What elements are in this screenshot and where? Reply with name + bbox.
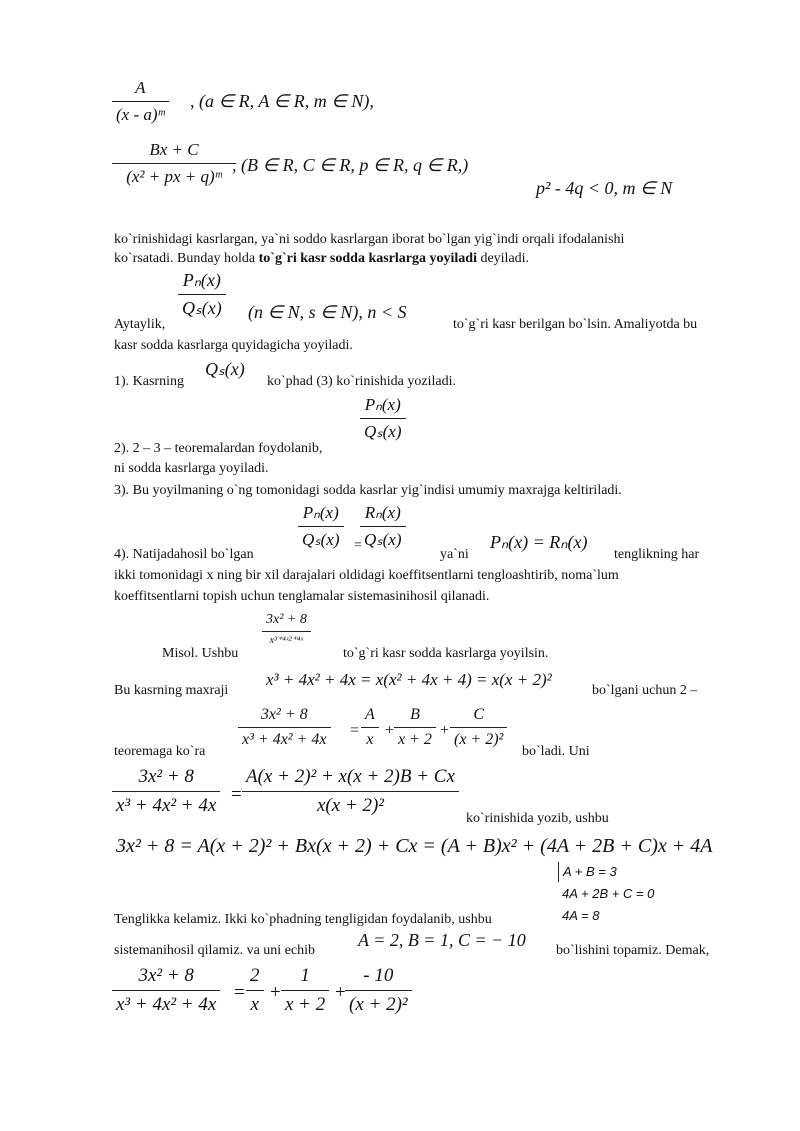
partial-C <box>450 706 507 749</box>
denominator-tail: bo`lgani uchun 2 – <box>592 683 698 698</box>
final-term-3 <box>345 965 412 1016</box>
denominator-factorization: x³ + 4x² + 4x = x(x² + 4x + 4) = x(x + 2)² <box>266 670 552 689</box>
fraction-denominator: x(x + 2)² <box>316 795 384 816</box>
fraction-denominator: x + 2 <box>285 994 326 1015</box>
fraction-numerator: 3x² + 8 <box>138 965 194 986</box>
equals-sign: = <box>234 982 245 1003</box>
theorem-label: teoremaga ko`ra <box>114 744 206 759</box>
fraction-numerator: A <box>365 706 375 723</box>
fraction-denominator: Qₛ(x) <box>364 530 402 549</box>
text-span: deyiladi. <box>476 251 530 266</box>
bold-definition: to`g`ri kasr sodda kasrlarga yoyiladi <box>258 251 477 266</box>
pn-conditions: (n ∈ N, s ∈ N), n < S <box>248 302 407 322</box>
final-term-2 <box>281 965 329 1016</box>
system-equation: A + B = 3 <box>563 864 617 879</box>
write-form-text: ko`rinishida yozib, ushbu <box>466 811 609 826</box>
system-text: sistemanihosil qilamiz. va uni echib <box>114 943 316 958</box>
fraction-numerator: Bx + C <box>149 140 199 159</box>
fraction-numerator: Pₙ(x) <box>182 270 221 290</box>
fraction-denominator: x³⁺⁴ˣ²⁺⁴ˣ <box>269 635 304 646</box>
example-fraction <box>238 706 331 749</box>
system-equation: 4A = 8 <box>562 908 600 923</box>
fraction-numerator: 3x² + 8 <box>260 706 308 723</box>
equals-sign: = <box>350 722 360 739</box>
fraction-denominator: x + 2 <box>398 731 432 748</box>
fraction-denominator: x³ + 4x² + 4x <box>116 795 217 816</box>
system-line-3 <box>562 906 599 926</box>
step-4-yani: ya`ni <box>440 547 469 562</box>
step-4-line-2: ikki tomonidagi x ning bir xil darajalari oldidagi koeffitsentlarni tengloashtirib, noma`lum <box>114 568 619 583</box>
fraction-numerator: 1 <box>300 965 310 986</box>
equals-sign: = <box>354 538 362 553</box>
plus-sign: + <box>335 982 346 1003</box>
simple-fraction-2 <box>112 140 236 187</box>
example-fraction-small <box>262 612 311 646</box>
text-span: ko`rsatadi. Bunday holda <box>114 251 259 266</box>
fraction-denominator: x³ + 4x² + 4x <box>116 994 217 1015</box>
fraction-denominator: x³ + 4x² + 4x <box>242 731 327 748</box>
fraction-numerator: B <box>410 706 420 723</box>
fraction-1-conditions: , (a ∈ R, A ∈ R, m ∈ N), <box>190 91 374 111</box>
partial-A <box>361 706 379 749</box>
fraction-denominator: Qₛ(x) <box>302 530 340 549</box>
pn-over-qs-fraction <box>178 270 226 319</box>
example-label: Misol. Ushbu <box>162 646 239 661</box>
fraction-denominator: x <box>250 994 259 1015</box>
example-fraction-large <box>112 766 220 817</box>
pn-over-qs-fraction-2 <box>360 395 406 442</box>
aytaylik-tail: to`g`ri kasr berilgan bo`lsin. Amaliyotda bu <box>453 317 698 332</box>
fraction-numerator: A <box>135 78 146 97</box>
step-2-text-2: ni sodda kasrlarga yoyiladi. <box>114 461 269 476</box>
fraction-numerator: A(x + 2)² + x(x + 2)B + Cx <box>246 766 455 787</box>
step-1-text: ko`phad (3) ko`rinishida yoziladi. <box>267 374 456 389</box>
pn-equals-rn: Pₙ(x) = Rₙ(x) <box>490 532 588 552</box>
fraction-2-conditions: , (B ∈ R, C ∈ R, p ∈ R, q ∈ R,) <box>232 155 469 175</box>
fraction-denominator: (x + 2)² <box>454 731 504 748</box>
paragraph-2-line-2: kasr sodda kasrlarga quyidagicha yoyiladi. <box>114 338 353 353</box>
simple-fraction-1 <box>112 78 169 125</box>
fraction-numerator: 2 <box>250 965 260 986</box>
fraction-denominator: (x + 2)² <box>349 994 408 1015</box>
step-2-text: 2). 2 – 3 – teoremalardan foydolanib, <box>114 441 323 456</box>
plus-sign: + <box>440 722 450 739</box>
common-denominator-fraction <box>242 766 459 817</box>
result-text: bo`lishini topamiz. Demak, <box>556 943 710 958</box>
paragraph-1-line-1: ko`rinishidagi kasrlargan, ya`ni soddo kasrlargan iborat bo`lgan yig`indi orqali ifodalanishi <box>114 232 625 247</box>
fraction-denominator: (x² + px + q)ᵐ <box>126 167 222 186</box>
equals-sign: = <box>231 784 242 805</box>
fraction-numerator: 3x² + 8 <box>266 612 307 627</box>
fraction-numerator: 3x² + 8 <box>138 766 194 787</box>
partial-B <box>394 706 436 749</box>
step-4-tail: tenglikning har <box>614 547 700 562</box>
pn-over-qs-fraction-3 <box>298 503 344 550</box>
final-left-fraction <box>112 965 220 1016</box>
plus-sign: + <box>385 722 395 739</box>
rn-over-qs-fraction <box>360 503 406 550</box>
step-4-line-3: koeffitsentlarni topish uchun tenglamalar sistemasinihosil qilanadi. <box>114 589 490 604</box>
fraction-numerator: C <box>473 706 485 723</box>
denominator-label: Bu kasrning maxraji <box>114 683 229 698</box>
step-3-text: 3). Bu yoyilmaning o`ng tomonidagi sodda kasrlar yig`indisi umumiy maxrajga keltiriladi. <box>114 483 622 498</box>
identity-text: Tenglikka kelamiz. Ikki ko`phadning tengligidan foydalanib, ushbu <box>114 912 492 927</box>
plus-sign: + <box>270 982 281 1003</box>
qs-polynomial: Qₛ(x) <box>205 359 245 379</box>
fraction-denominator: (x - a)ᵐ <box>116 105 165 124</box>
fraction-denominator: Qₛ(x) <box>364 422 402 441</box>
step-4-text: 4). Natijadahosil bo`lgan <box>114 547 254 562</box>
polynomial-identity: 3x² + 8 = A(x + 2)² + Bx(x + 2) + Cx = (A + B)x² + (4A + 2B + C)x + 4A <box>116 835 713 857</box>
discriminant-condition: p² - 4q < 0, m ∈ N <box>536 178 673 198</box>
system-line-1 <box>558 862 617 882</box>
theorem-tail: bo`ladi. Uni <box>522 744 590 759</box>
system-equation: 4A + 2B + C = 0 <box>562 886 655 901</box>
step-1-label: 1). Kasrning <box>114 374 184 389</box>
fraction-denominator: x <box>366 731 374 748</box>
fraction-numerator: Rₙ(x) <box>364 503 401 522</box>
coefficient-solution: A = 2, B = 1, C = − 10 <box>358 930 526 950</box>
final-term-1 <box>246 965 264 1016</box>
fraction-numerator: - 10 <box>363 965 394 986</box>
aytaylik-label: Aytaylik, <box>114 317 166 332</box>
fraction-numerator: Pₙ(x) <box>364 395 401 414</box>
paragraph-1-line-2 <box>114 251 529 267</box>
fraction-numerator: Pₙ(x) <box>302 503 339 522</box>
fraction-denominator: Qₛ(x) <box>182 298 222 318</box>
system-line-2 <box>562 884 654 904</box>
example-task: to`g`ri kasr sodda kasrlarga yoyilsin. <box>343 646 549 661</box>
